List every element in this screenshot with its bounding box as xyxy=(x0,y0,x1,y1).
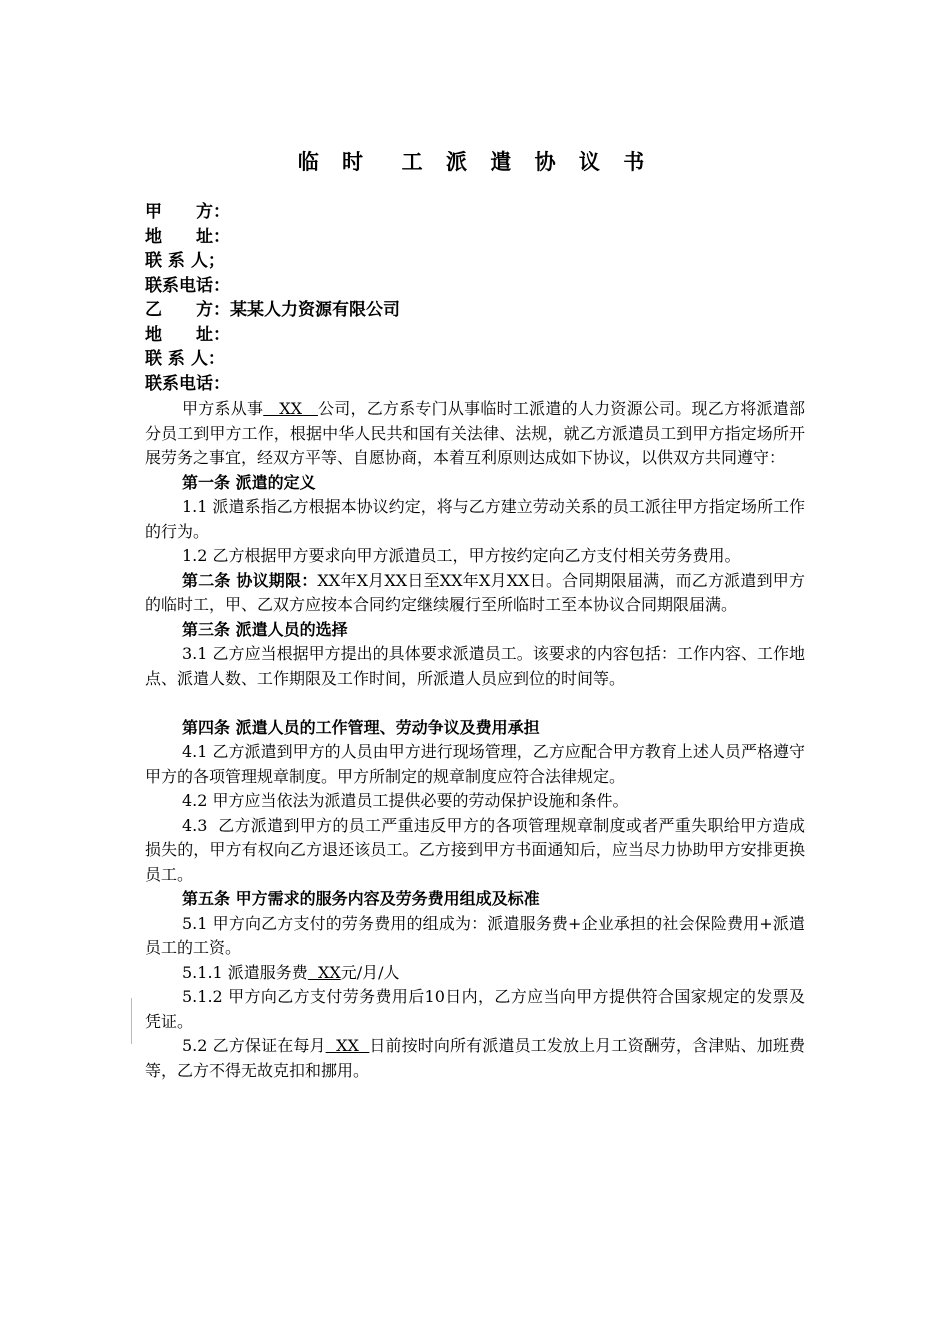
article-5-heading: 第五条 甲方需求的服务内容及劳务费用组成及标准 xyxy=(182,889,540,908)
address-b-line xyxy=(145,323,805,348)
business-blank: XX xyxy=(263,399,318,418)
intro-paragraph xyxy=(145,397,805,471)
article-2-paragraph xyxy=(145,569,805,618)
clause-4-3: 4.3 乙方派遣到甲方的员工严重违反甲方的各项管理规章制度或者严重失职给甲方造成损失的，甲方有权向乙方退还该员工。乙方接到甲方书面通知后，应当尽力协助甲方安排更换员工。 xyxy=(145,815,805,884)
phone-a-line xyxy=(145,274,805,299)
intro-text-pre: 甲方系从事 xyxy=(182,399,264,418)
clause-5-1-2: 5.1.2 甲方向乙方支付劳务费用后10日内，乙方应当向甲方提供符合国家规定的发票及凭证。 xyxy=(145,987,805,1031)
blank-line xyxy=(145,691,805,716)
article-4-heading: 第四条 派遣人员的工作管理、劳动争议及费用承担 xyxy=(182,717,540,737)
margin-change-bar xyxy=(131,998,132,1044)
agreement-body xyxy=(145,397,805,1083)
contact-a-label: 联 系 人； xyxy=(145,251,225,271)
phone-b-line xyxy=(145,372,805,397)
pay-day-blank: XX xyxy=(325,1036,370,1055)
address-a-label: 地 址： xyxy=(145,226,230,247)
clause-5-1-1 xyxy=(145,961,805,986)
party-b-line xyxy=(145,298,805,323)
party-a-line xyxy=(145,200,805,225)
clause-5-2-post: 日前按时向所有派遣员工发放上月工资酬劳，含津贴、加班费等，乙方不得无故克扣和挪用。 xyxy=(145,1036,805,1080)
contact-b-line xyxy=(145,347,805,372)
clause-5-1-1-pre: 5.1.1 派遣服务费 xyxy=(182,962,308,982)
party-b-value: 某某人力资源有限公司 xyxy=(230,300,400,320)
clause-4-1: 4.1 乙方派遣到甲方的人员由甲方进行现场管理，乙方应配合甲方教育上述人员严格遵守甲方的各项管理规章制度。甲方所制定的规章制度应符合法律规定。 xyxy=(145,742,805,786)
clause-5-1: 5.1 甲方向乙方支付的劳务费用的组成为：派遣服务费+企业承担的社会保险费用+派遣员工的工资。 xyxy=(145,913,805,957)
phone-b-label: 联系电话： xyxy=(145,373,230,394)
document-title: 临 时 工 派 遣 协 议 书 xyxy=(297,150,653,174)
address-a-line xyxy=(145,225,805,250)
article-1-heading: 第一条 派遣的定义 xyxy=(182,472,316,492)
party-a-label: 甲 方： xyxy=(145,202,230,222)
clause-5-2-pre: 5.2 乙方保证在每月 xyxy=(182,1036,326,1055)
intro-text-post: 公司，乙方系专门从事临时工派遣的人力资源公司。现乙方将派遣部分员工到甲方工作，根据中华人民共和国有关法律、法规，就乙方派遣员工到甲方指定场所开展劳务之事宜，经双方平等、自愿协商，本着互利原则达成如下协议，以供双方共同遵守： xyxy=(145,399,805,467)
parties-block xyxy=(145,200,805,396)
party-b-label: 乙 方： xyxy=(145,300,230,320)
article-2-heading: 第二条 协议期限： xyxy=(182,570,318,590)
clause-1-2: 1.2 乙方根据甲方要求向甲方派遣员工，甲方按约定向乙方支付相关劳务费用。 xyxy=(182,546,741,565)
clause-5-1-1-post: 元/月/人 xyxy=(340,962,400,982)
clause-4-2: 4.2 甲方应当依法为派遣员工提供必要的劳动保护设施和条件。 xyxy=(182,791,629,810)
clause-1-1: 1.1 派遣系指乙方根据本协议约定，将与乙方建立劳动关系的员工派往甲方指定场所工作的行为。 xyxy=(145,497,805,541)
contact-b-label: 联 系 人： xyxy=(145,349,225,369)
article-3-heading: 第三条 派遣人员的选择 xyxy=(182,619,348,639)
address-b-label: 地 址： xyxy=(145,324,230,345)
clause-5-2 xyxy=(145,1034,805,1083)
clause-3-1: 3.1 乙方应当根据甲方提出的具体要求派遣员工。该要求的内容包括：工作内容、工作地点、派遣人数、工作期限及工作时间，所派遣人员应到位的时间等。 xyxy=(145,644,805,688)
article-2-text: XX年X月XX日至XX年X月XX日。合同期限届满，而乙方派遣到甲方的临时工，甲、乙双方应按本合同约定继续履行至所临时工至本协议合同期限届满。 xyxy=(145,570,805,614)
service-fee-blank: XX xyxy=(307,962,341,982)
phone-a-label: 联系电话： xyxy=(145,275,230,296)
contact-a-line xyxy=(145,249,805,274)
